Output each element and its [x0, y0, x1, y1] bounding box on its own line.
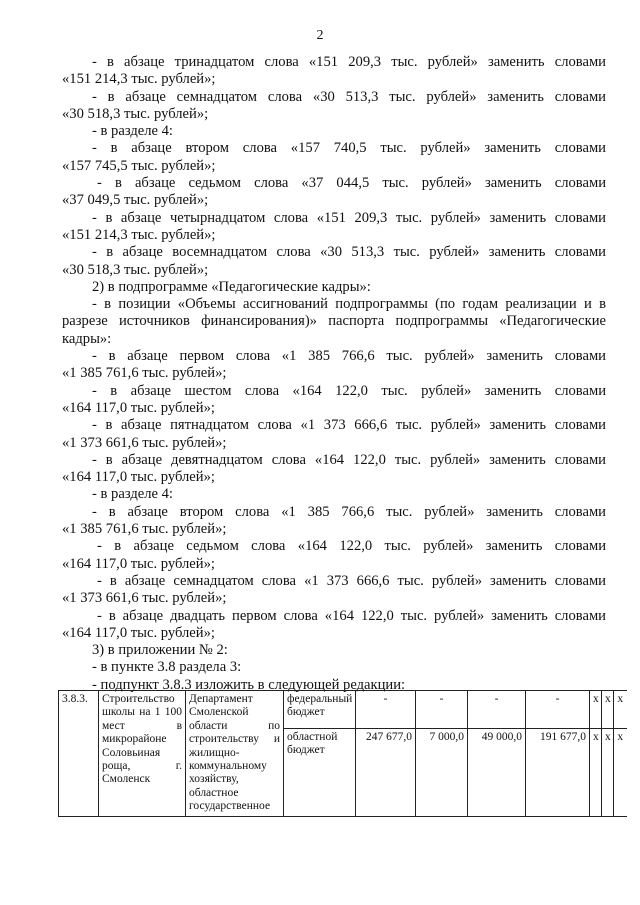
text-line: «30 518,3 тыс. рублей»; [62, 105, 209, 122]
text-line: - в абзаце первом слова «1 385 766,6 тыс. рублей» заменить словами [92, 348, 606, 365]
table-row [59, 691, 627, 729]
year1-amount: 7 000,0 [416, 728, 468, 816]
text-line: «164 117,0 тыс. рублей»; [62, 399, 215, 416]
text-line: «164 117,0 тыс. рублей»; [62, 469, 215, 486]
text-line: 3) в приложении № 2: [92, 642, 228, 659]
executor: Департамент Смоленской области по строительству и жилищно-коммунальному хозяйству, областное государственное [186, 691, 284, 817]
program-table [58, 690, 627, 817]
text-line: - в пункте 3.8 раздела 3: [92, 659, 242, 676]
text-line: «1 385 761,6 тыс. рублей»; [62, 365, 227, 382]
text-line: «164 117,0 тыс. рублей»; [62, 624, 215, 641]
text-line: кадры»: [62, 330, 112, 347]
indicator-cell: х [602, 691, 614, 729]
indicator-cell: х [590, 691, 602, 729]
indicator-cell: х [614, 728, 627, 816]
funding-source: федеральный бюджет [284, 691, 356, 729]
total-amount: 247 677,0 [356, 728, 416, 816]
funding-source: областной бюджет [284, 728, 356, 816]
text-line: - в абзаце семнадцатом слова «1 373 666,6 тыс. рублей» заменить словами [97, 572, 606, 589]
text-line: «37 049,5 тыс. рублей»; [62, 192, 209, 209]
text-line: «1 373 661,6 тыс. рублей»; [62, 434, 227, 451]
text-line: «151 214,3 тыс. рублей»; [62, 71, 216, 88]
text-line: - в абзаце втором слова «1 385 766,6 тыс. рублей» заменить словами [92, 503, 606, 520]
text-line: - в абзаце четырнадцатом слова «151 209,3 тыс. рублей» заменить словами [92, 209, 606, 226]
text-line: - в разделе 4: [92, 123, 173, 140]
text-line: - в абзаце тринадцатом слова «151 209,3 тыс. рублей» заменить словами [92, 54, 606, 70]
text-line: - в абзаце семнадцатом слова «30 513,3 тыс. рублей» заменить словами [92, 88, 606, 105]
document-body [62, 54, 606, 694]
text-line: «151 214,3 тыс. рублей»; [62, 226, 216, 243]
indicator-cell: х [590, 728, 602, 816]
text-line: «164 117,0 тыс. рублей»; [62, 555, 215, 572]
text-line: 2) в подпрограмме «Педагогические кадры»: [92, 278, 371, 295]
text-line: - в абзаце восемнадцатом слова «30 513,3 тыс. рублей» заменить словами [92, 244, 606, 261]
text-line: - в абзаце двадцать первом слова «164 122,0 тыс. рублей» заменить словами [97, 607, 606, 624]
text-line: - в абзаце шестом слова «164 122,0 тыс. рублей» заменить словами [92, 382, 606, 399]
text-line: «1 385 761,6 тыс. рублей»; [62, 521, 227, 538]
text-line: - подпункт 3.8.3 изложить в следующей редакции: [92, 676, 406, 693]
indicator-cell: х [602, 728, 614, 816]
item-number: 3.8.3. [59, 691, 99, 817]
text-line: - в разделе 4: [92, 486, 173, 503]
year3-amount: 191 677,0 [526, 728, 590, 816]
text-line: - в абзаце седьмом слова «164 122,0 тыс. рублей» заменить словами [97, 538, 606, 555]
text-line: - в абзаце девятнадцатом слова «164 122,0 тыс. рублей» заменить словами [92, 451, 606, 468]
text-line: - в абзаце седьмом слова «37 044,5 тыс. рублей» заменить словами [97, 175, 606, 192]
indicator-cell: х [614, 691, 627, 729]
page-number: 2 [316, 28, 324, 43]
text-line: «157 745,5 тыс. рублей»; [62, 157, 216, 174]
text-line: «1 373 661,6 тыс. рублей»; [62, 590, 227, 607]
year2-amount: - [468, 691, 526, 729]
year3-amount: - [526, 691, 590, 729]
text-line: разрезе источников финансирования)» паспорта подпрограммы «Педагогические [62, 313, 606, 330]
year2-amount: 49 000,0 [468, 728, 526, 816]
text-line: - в позиции «Объемы ассигнований подпрограммы (по годам реализации и в [92, 296, 606, 313]
text-line: - в абзаце втором слова «157 740,5 тыс. рублей» заменить словами [92, 140, 606, 157]
year1-amount: - [416, 691, 468, 729]
text-line: «30 518,3 тыс. рублей»; [62, 261, 209, 278]
text-line: - в абзаце пятнадцатом слова «1 373 666,6 тыс. рублей» заменить словами [92, 417, 606, 434]
total-amount: - [356, 691, 416, 729]
object-name: Строительство школы на 1 100 мест в микрорайоне Соловьиная роща, г. Смоленск [99, 691, 186, 817]
